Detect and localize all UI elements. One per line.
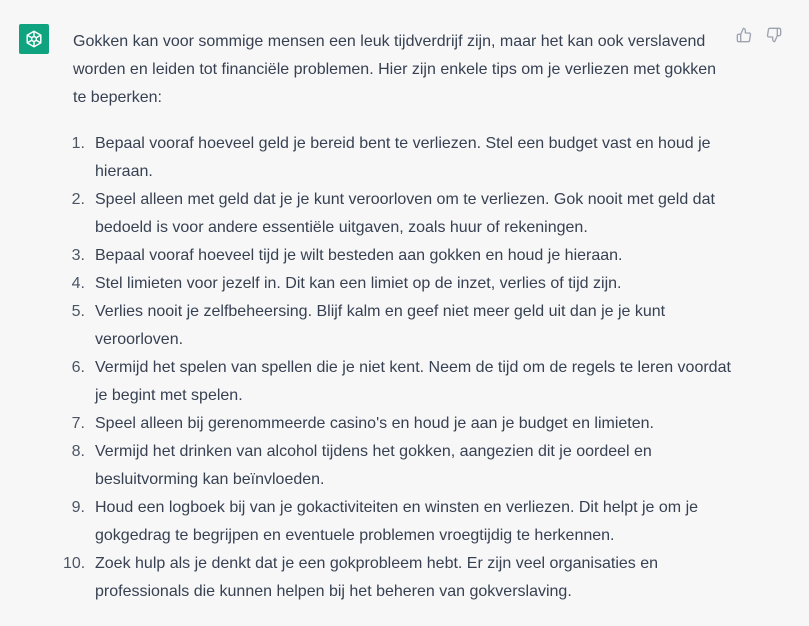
- message-intro: Gokken kan voor sommige mensen een leuk tijdverdrijf zijn, maar het kan ook verslavend worden en leiden tot financiële problemen. Hier zijn enkele tips om je verliezen met gokken te beperken:: [73, 33, 717, 106]
- thumbs-down-button[interactable]: [765, 26, 783, 44]
- list-item: [63, 186, 733, 242]
- list-number: 2.: [71, 191, 85, 208]
- list-number: 5.: [71, 303, 85, 320]
- list-number: 4.: [71, 275, 85, 292]
- list-item: [63, 242, 733, 270]
- message-content: [63, 28, 733, 606]
- list-text: Zoek hulp als je denkt dat je een gokprobleem hebt. Er zijn veel organisaties en professionals die kunnen helpen bij het beheren van gokverslaving.: [95, 555, 659, 600]
- list-item: [63, 494, 733, 550]
- list-item: [63, 270, 733, 298]
- list-number: 1.: [71, 135, 85, 152]
- feedback-controls: [735, 26, 783, 44]
- list-number: 10.: [63, 555, 86, 572]
- list-text: Bepaal vooraf hoeveel geld je bereid bent te verliezen. Stel een budget vast en houd je hieraan.: [95, 135, 711, 180]
- list-text: Bepaal vooraf hoeveel tijd je wilt besteden aan gokken en houd je hieraan.: [95, 247, 623, 264]
- list-number: 9.: [71, 499, 85, 516]
- thumbs-up-icon: [736, 27, 752, 43]
- assistant-avatar: [19, 24, 49, 54]
- list-text: Speel alleen met geld dat je je kunt veroorloven om te verliezen. Gok nooit met geld dat bedoeld is voor andere essentiële uitgaven, zoals huur of rekeningen.: [95, 191, 715, 236]
- list-text: Vermijd het drinken van alcohol tijdens het gokken, aangezien dit je oordeel en besluitvorming kan beïnvloeden.: [95, 443, 652, 488]
- thumbs-down-icon: [766, 27, 782, 43]
- list-item: [63, 438, 733, 494]
- list-item: [63, 410, 733, 438]
- list-number: 3.: [71, 247, 85, 264]
- thumbs-up-button[interactable]: [735, 26, 753, 44]
- list-text: Houd een logboek bij van je gokactiviteiten en winsten en verliezen. Dit helpt je om je gokgedrag te begrijpen en eventuele problemen vroegtijdig te herkennen.: [95, 499, 699, 544]
- list-item: [63, 130, 733, 186]
- list-number: 7.: [71, 415, 85, 432]
- tips-list: [63, 130, 733, 606]
- list-text: Speel alleen bij gerenommeerde casino's en houd je aan je budget en limieten.: [95, 415, 654, 432]
- list-number: 8.: [71, 443, 85, 460]
- list-number: 6.: [71, 359, 85, 376]
- list-item: [63, 354, 733, 410]
- list-text: Stel limieten voor jezelf in. Dit kan een limiet op de inzet, verlies of tijd zijn.: [95, 275, 622, 292]
- list-text: Vermijd het spelen van spellen die je niet kent. Neem de tijd om de regels te leren voordat je begint met spelen.: [95, 359, 731, 404]
- list-item: [63, 550, 733, 606]
- assistant-logo-icon: [23, 28, 45, 50]
- list-item: [63, 298, 733, 354]
- list-text: Verlies nooit je zelfbeheersing. Blijf kalm en geef niet meer geld uit dan je je kunt veroorloven.: [95, 303, 666, 348]
